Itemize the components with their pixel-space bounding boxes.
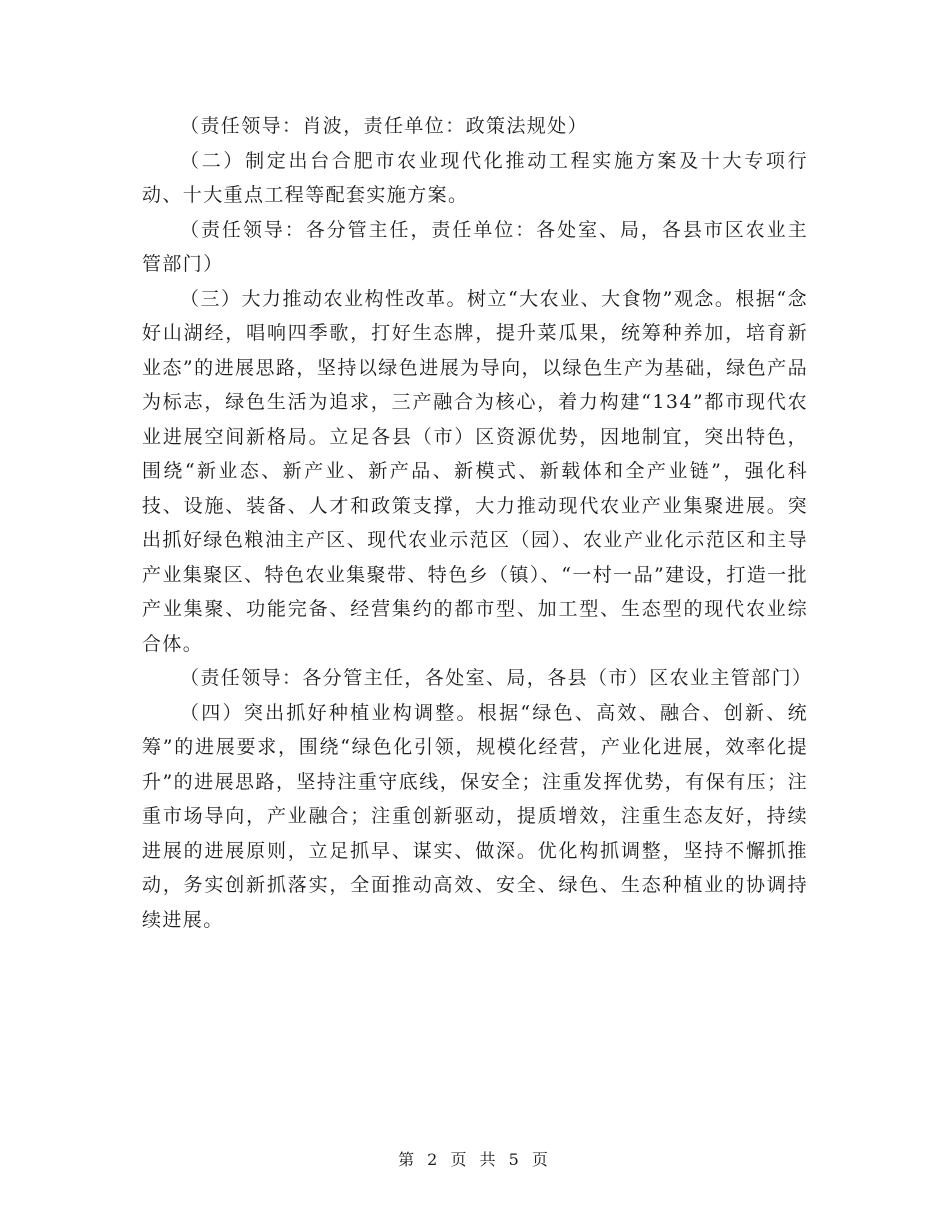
- paragraph-responsibility-3: （责任领导：各分管主任，各处室、局，各县（市）区农业主管部门）: [180, 667, 813, 689]
- paragraph-item-2: （二）制定出台合肥市农业现代化推动工程实施方案及十大专项行动、十大重点工程等配套实施方案。: [142, 149, 808, 206]
- page-number-footer: 第 2 页 共 5 页: [398, 1150, 552, 1169]
- paragraph-item-4: （四）突出抓好种植业构调整。根据“绿色、高效、融合、创新、统筹”的进展要求，围绕“绿色化引领，规模化经营，产业化进展，效率化提升”的进展思路，坚持注重守底线，保安全；注重发挥优势，有保有压；注重市场导向，产业融合；注重创新驱动，提质增效，注重生态友好，持续进展的进展原则，立足抓早、谋实、做深。优化构抓调整，坚持不懈抓推动，务实创新抓落实，全面推动高效、安全、绿色、生态种植业的协调持续进展。: [142, 701, 808, 931]
- document-body: [142, 109, 813, 937]
- paragraph-item-3: （三）大力推动农业构性改革。树立“大农业、大食物”观念。根据“念好山湖经，唱响四季歌，打好生态牌，提升菜瓜果，统筹种养加，培育新业态”的进展思路，坚持以绿色进展为导向，以绿色生产为基础，绿色产品为标志，绿色生活为追求，三产融合为核心，着力构建“134”都市现代农业进展空间新格局。立足各县（市）区资源优势，因地制宜，突出特色，围绕“新业态、新产业、新产品、新模式、新载体和全产业链”，强化科技、设施、装备、人才和政策支撑，大力推动现代农业产业集聚进展。突出抓好绿色粮油主产区、现代农业示范区（园）、农业产业化示范区和主导产业集聚区、特色农业集聚带、特色乡（镇）、“一村一品”建设，打造一批产业集聚、功能完备、经营集约的都市型、加工型、生态型的现代农业综合体。: [142, 287, 808, 655]
- paragraph-responsibility-1: （责任领导：肖波，责任单位：政策法规处）: [180, 115, 589, 137]
- paragraph-responsibility-2: （责任领导：各分管主任，责任单位：各处室、局，各县市区农业主管部门）: [142, 218, 808, 275]
